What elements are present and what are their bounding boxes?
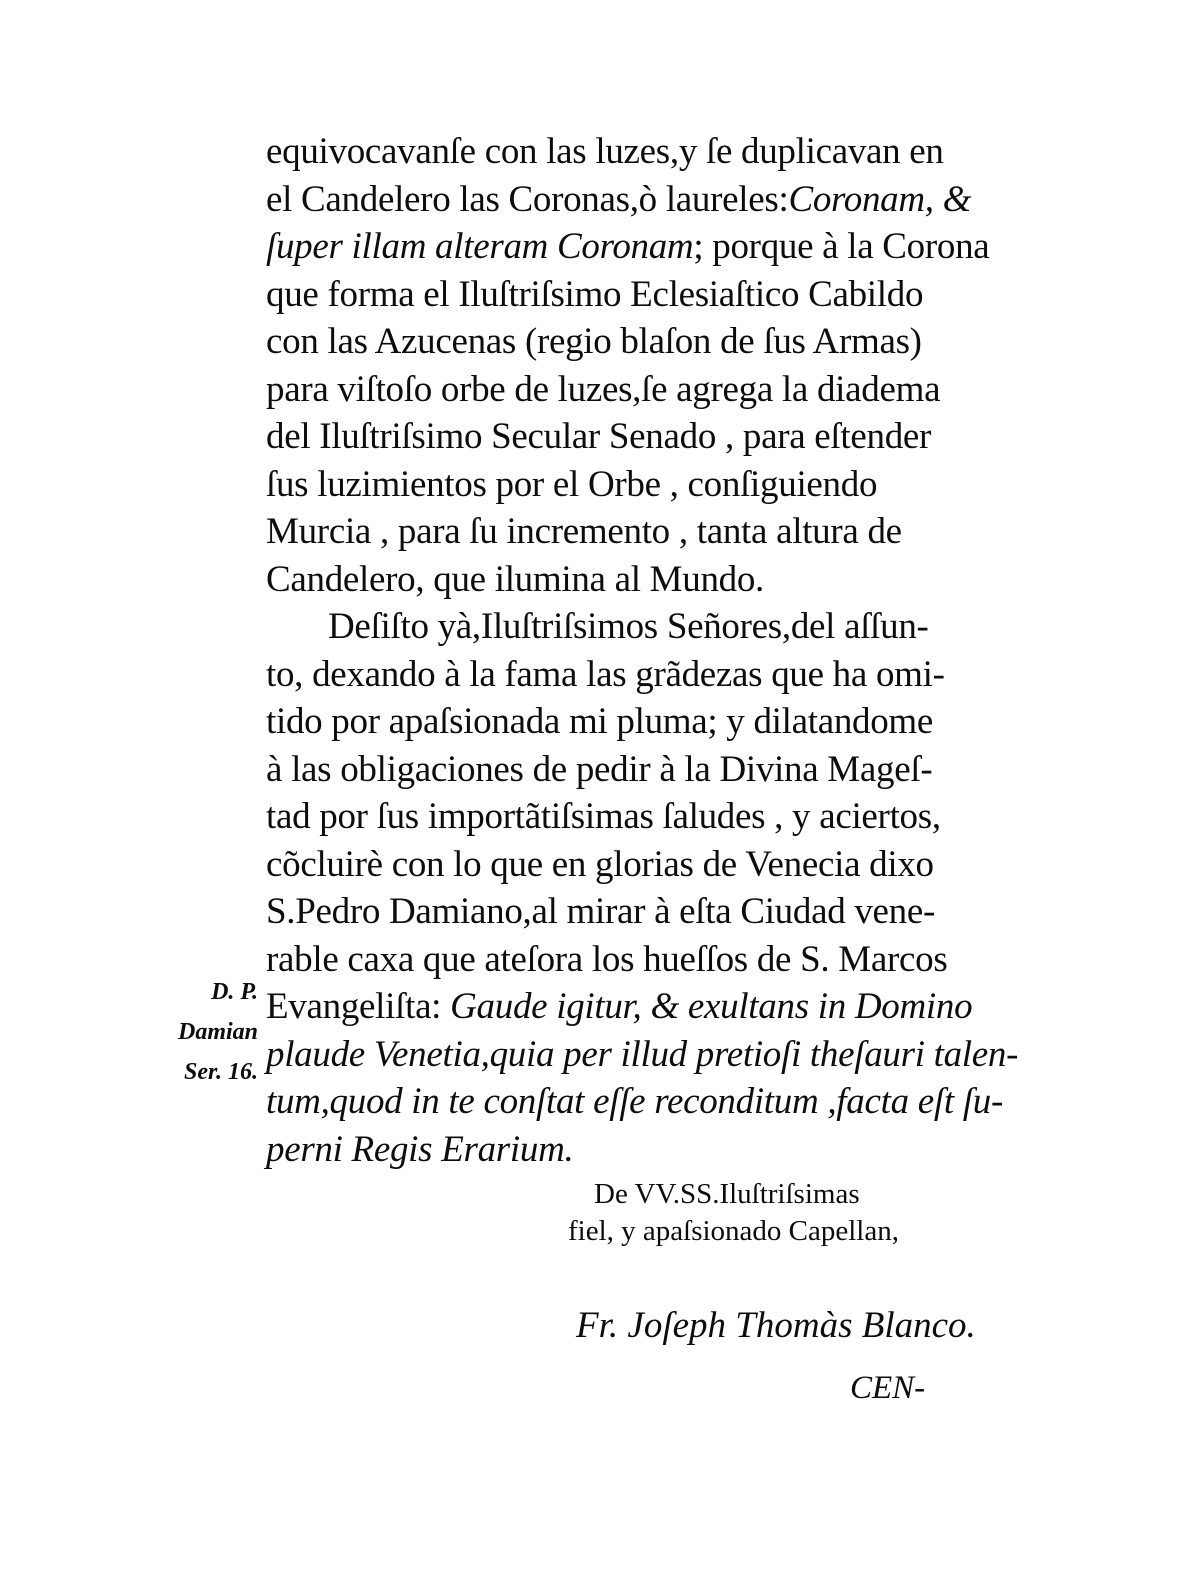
margin-note-line: Ser. 16. [183,1059,258,1085]
text-line: para viſtoſo orbe de luzes,ſe agrega la diadema [266,368,941,410]
text-line: tad por ſus importãtiſsimas ſaludes , y aciertos, [266,796,941,837]
closing-line-1: De VV.SS.Iluſtriſsimas [594,1178,860,1210]
quote-line: plaude Venetia,quia per illud pretioſi theſauri talen- [266,1033,1019,1075]
quote-line: tum,quod in te conſtat eſſe reconditum ,facta eſt ſu- [266,1081,1003,1122]
main-text-block [266,128,1026,1173]
text-line: Evangeliſta: Gaude igitur, & exultans in Domino [266,986,973,1027]
text-line: ſuper illam alteram Coronam; porque à la Corona [266,226,990,267]
closing-line-2: fiel, y apaſsionado Capellan, [568,1215,899,1247]
catchword: CEN- [850,1370,926,1406]
text-line: que forma el Iluſtriſsimo Eclesiaſtico Cabildo [266,273,924,315]
margin-note-line: D. P. [211,979,258,1005]
text-line: Murcia , para ſu incremento , tanta altura de [266,511,902,552]
text-line: S.Pedro Damiano,al mirar à eſta Ciudad vene- [266,891,936,932]
paragraph-start-line: Deſiſto yà,Iluſtriſsimos Señores,del aſſun- [328,606,929,647]
signature: Fr. Joſeph Thomàs Blanco. [576,1305,976,1346]
text-line: Candelero, que ilumina al Mundo. [266,558,765,600]
text-line: el Candelero las Coronas,ò laureles:Coronam, & [266,178,972,220]
text-line: del Iluſtriſsimo Secular Senado , para eſtender [266,416,932,457]
text-line: à las obligaciones de pedir à la Divina Mageſ- [266,748,933,790]
margin-note-line: Damian [177,1019,258,1045]
text-line: to, dexando à la fama las grãdezas que ha omi- [266,653,945,695]
text-line: con las Azucenas (regio blaſon de ſus Armas) [266,321,922,362]
marginal-citation [140,972,258,1092]
closing-salutation [568,1176,899,1250]
text-line: ſus luzimientos por el Orbe , conſiguiendo [266,463,878,505]
text-line: tido por apaſsionada mi pluma; y dilatandome [266,701,934,742]
quote-line: perni Regis Erarium. [266,1128,574,1170]
text-line: equivocavanſe con las luzes,y ſe duplicavan en [266,131,944,172]
text-line: cõcluirè con lo que en glorias de Venecia dixo [266,843,934,885]
text-line: rable caxa que ateſora los hueſſos de S. Marcos [266,938,948,980]
